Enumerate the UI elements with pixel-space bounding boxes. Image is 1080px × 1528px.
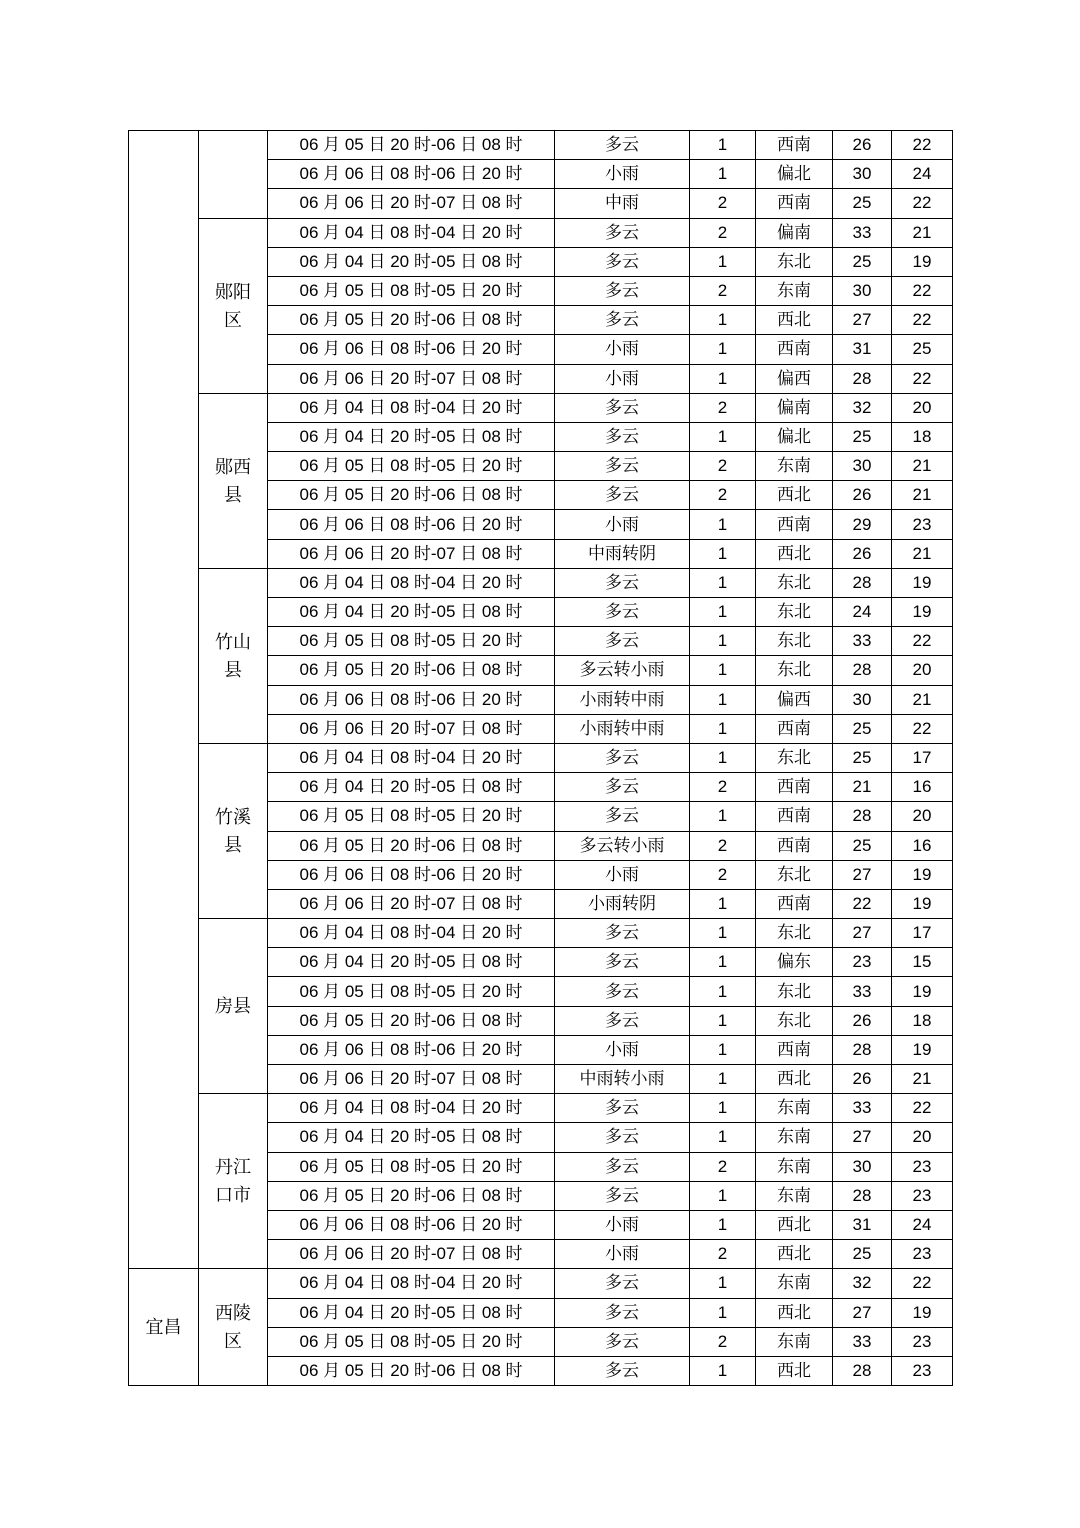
time-period-cell: 06 月 06 日 08 时-06 日 20 时 bbox=[268, 1210, 555, 1239]
weather-cell: 小雨 bbox=[555, 160, 690, 189]
min-temp-cell: 24 bbox=[892, 1210, 953, 1239]
min-temp-cell: 19 bbox=[892, 977, 953, 1006]
wind-level-cell: 1 bbox=[690, 568, 756, 597]
time-period-cell: 06 月 04 日 20 时-05 日 08 时 bbox=[268, 773, 555, 802]
wind-level-cell: 1 bbox=[690, 131, 756, 160]
max-temp-cell: 33 bbox=[833, 977, 892, 1006]
max-temp-cell: 28 bbox=[833, 656, 892, 685]
max-temp-cell: 33 bbox=[833, 627, 892, 656]
min-temp-cell: 20 bbox=[892, 1123, 953, 1152]
max-temp-cell: 26 bbox=[833, 481, 892, 510]
max-temp-cell: 28 bbox=[833, 568, 892, 597]
time-period-cell: 06 月 04 日 08 时-04 日 20 时 bbox=[268, 919, 555, 948]
wind-level-cell: 1 bbox=[690, 1298, 756, 1327]
time-period-cell: 06 月 06 日 08 时-06 日 20 时 bbox=[268, 160, 555, 189]
wind-level-cell: 1 bbox=[690, 364, 756, 393]
weather-cell: 多云 bbox=[555, 422, 690, 451]
table-row bbox=[129, 568, 953, 597]
wind-level-cell: 2 bbox=[690, 1152, 756, 1181]
min-temp-cell: 24 bbox=[892, 160, 953, 189]
wind-direction-cell: 东北 bbox=[756, 977, 833, 1006]
max-temp-cell: 25 bbox=[833, 189, 892, 218]
time-period-cell: 06 月 05 日 08 时-05 日 20 时 bbox=[268, 1327, 555, 1356]
wind-level-cell: 1 bbox=[690, 1356, 756, 1385]
max-temp-cell: 24 bbox=[833, 598, 892, 627]
min-temp-cell: 22 bbox=[892, 1094, 953, 1123]
wind-direction-cell: 东北 bbox=[756, 247, 833, 276]
time-period-cell: 06 月 04 日 20 时-05 日 08 时 bbox=[268, 1298, 555, 1327]
max-temp-cell: 26 bbox=[833, 539, 892, 568]
max-temp-cell: 30 bbox=[833, 160, 892, 189]
max-temp-cell: 28 bbox=[833, 364, 892, 393]
weather-cell: 多云 bbox=[555, 1006, 690, 1035]
time-period-cell: 06 月 06 日 20 时-07 日 08 时 bbox=[268, 539, 555, 568]
weather-cell: 小雨转中雨 bbox=[555, 714, 690, 743]
min-temp-cell: 22 bbox=[892, 364, 953, 393]
max-temp-cell: 33 bbox=[833, 1094, 892, 1123]
min-temp-cell: 19 bbox=[892, 860, 953, 889]
max-temp-cell: 27 bbox=[833, 306, 892, 335]
city-cell: 宜昌 bbox=[129, 1269, 199, 1386]
wind-direction-cell: 东南 bbox=[756, 452, 833, 481]
wind-direction-cell: 东北 bbox=[756, 743, 833, 772]
weather-cell: 中雨 bbox=[555, 189, 690, 218]
weather-cell: 多云 bbox=[555, 247, 690, 276]
time-period-cell: 06 月 04 日 20 时-05 日 08 时 bbox=[268, 598, 555, 627]
wind-level-cell: 1 bbox=[690, 627, 756, 656]
wind-direction-cell: 东南 bbox=[756, 276, 833, 305]
time-period-cell: 06 月 05 日 20 时-06 日 08 时 bbox=[268, 306, 555, 335]
max-temp-cell: 22 bbox=[833, 889, 892, 918]
max-temp-cell: 27 bbox=[833, 860, 892, 889]
wind-level-cell: 2 bbox=[690, 481, 756, 510]
max-temp-cell: 28 bbox=[833, 1035, 892, 1064]
wind-direction-cell: 西南 bbox=[756, 335, 833, 364]
wind-direction-cell: 西南 bbox=[756, 131, 833, 160]
wind-level-cell: 1 bbox=[690, 160, 756, 189]
wind-level-cell: 1 bbox=[690, 889, 756, 918]
min-temp-cell: 23 bbox=[892, 1152, 953, 1181]
weather-cell: 多云 bbox=[555, 977, 690, 1006]
max-temp-cell: 33 bbox=[833, 218, 892, 247]
wind-level-cell: 1 bbox=[690, 247, 756, 276]
wind-direction-cell: 东南 bbox=[756, 1094, 833, 1123]
wind-level-cell: 1 bbox=[690, 335, 756, 364]
time-period-cell: 06 月 05 日 08 时-05 日 20 时 bbox=[268, 802, 555, 831]
wind-direction-cell: 东北 bbox=[756, 656, 833, 685]
county-cell: 竹山县 bbox=[199, 568, 268, 743]
weather-cell: 多云 bbox=[555, 773, 690, 802]
max-temp-cell: 26 bbox=[833, 1065, 892, 1094]
max-temp-cell: 23 bbox=[833, 948, 892, 977]
wind-level-cell: 1 bbox=[690, 510, 756, 539]
time-period-cell: 06 月 04 日 08 时-04 日 20 时 bbox=[268, 393, 555, 422]
wind-direction-cell: 西北 bbox=[756, 481, 833, 510]
max-temp-cell: 31 bbox=[833, 335, 892, 364]
table-row bbox=[129, 218, 953, 247]
wind-direction-cell: 东北 bbox=[756, 919, 833, 948]
weather-cell: 小雨 bbox=[555, 860, 690, 889]
min-temp-cell: 16 bbox=[892, 773, 953, 802]
weather-cell: 多云 bbox=[555, 919, 690, 948]
weather-cell: 多云 bbox=[555, 393, 690, 422]
wind-direction-cell: 东北 bbox=[756, 627, 833, 656]
wind-direction-cell: 西南 bbox=[756, 831, 833, 860]
wind-level-cell: 1 bbox=[690, 1181, 756, 1210]
max-temp-cell: 26 bbox=[833, 1006, 892, 1035]
weather-cell: 小雨 bbox=[555, 1035, 690, 1064]
weather-cell: 多云 bbox=[555, 131, 690, 160]
wind-level-cell: 1 bbox=[690, 1065, 756, 1094]
weather-cell: 多云 bbox=[555, 1181, 690, 1210]
time-period-cell: 06 月 04 日 20 时-05 日 08 时 bbox=[268, 247, 555, 276]
time-period-cell: 06 月 04 日 20 时-05 日 08 时 bbox=[268, 422, 555, 451]
weather-cell: 多云 bbox=[555, 276, 690, 305]
wind-level-cell: 1 bbox=[690, 977, 756, 1006]
wind-direction-cell: 西南 bbox=[756, 889, 833, 918]
max-temp-cell: 27 bbox=[833, 1298, 892, 1327]
wind-direction-cell: 偏南 bbox=[756, 218, 833, 247]
min-temp-cell: 21 bbox=[892, 1065, 953, 1094]
time-period-cell: 06 月 06 日 08 时-06 日 20 时 bbox=[268, 335, 555, 364]
wind-level-cell: 1 bbox=[690, 714, 756, 743]
wind-level-cell: 1 bbox=[690, 919, 756, 948]
min-temp-cell: 23 bbox=[892, 1356, 953, 1385]
wind-direction-cell: 东南 bbox=[756, 1269, 833, 1298]
max-temp-cell: 21 bbox=[833, 773, 892, 802]
time-period-cell: 06 月 04 日 08 时-04 日 20 时 bbox=[268, 218, 555, 247]
wind-direction-cell: 偏西 bbox=[756, 364, 833, 393]
wind-direction-cell: 西南 bbox=[756, 773, 833, 802]
wind-level-cell: 1 bbox=[690, 743, 756, 772]
min-temp-cell: 19 bbox=[892, 1035, 953, 1064]
wind-level-cell: 2 bbox=[690, 189, 756, 218]
wind-direction-cell: 西北 bbox=[756, 1240, 833, 1269]
max-temp-cell: 30 bbox=[833, 1152, 892, 1181]
weather-cell: 小雨转中雨 bbox=[555, 685, 690, 714]
wind-direction-cell: 东北 bbox=[756, 1006, 833, 1035]
wind-direction-cell: 西北 bbox=[756, 1210, 833, 1239]
table-row bbox=[129, 393, 953, 422]
wind-level-cell: 2 bbox=[690, 831, 756, 860]
weather-cell: 小雨 bbox=[555, 364, 690, 393]
time-period-cell: 06 月 06 日 20 时-07 日 08 时 bbox=[268, 714, 555, 743]
wind-level-cell: 2 bbox=[690, 860, 756, 889]
time-period-cell: 06 月 05 日 20 时-06 日 08 时 bbox=[268, 131, 555, 160]
wind-direction-cell: 西北 bbox=[756, 1356, 833, 1385]
weather-cell: 多云 bbox=[555, 1152, 690, 1181]
wind-direction-cell: 东北 bbox=[756, 860, 833, 889]
time-period-cell: 06 月 05 日 08 时-05 日 20 时 bbox=[268, 1152, 555, 1181]
time-period-cell: 06 月 06 日 20 时-07 日 08 时 bbox=[268, 1240, 555, 1269]
wind-direction-cell: 东南 bbox=[756, 1152, 833, 1181]
wind-level-cell: 1 bbox=[690, 685, 756, 714]
min-temp-cell: 23 bbox=[892, 1240, 953, 1269]
wind-direction-cell: 西北 bbox=[756, 1298, 833, 1327]
time-period-cell: 06 月 06 日 08 时-06 日 20 时 bbox=[268, 860, 555, 889]
min-temp-cell: 22 bbox=[892, 189, 953, 218]
max-temp-cell: 32 bbox=[833, 1269, 892, 1298]
max-temp-cell: 29 bbox=[833, 510, 892, 539]
wind-level-cell: 1 bbox=[690, 539, 756, 568]
weather-cell: 多云 bbox=[555, 1298, 690, 1327]
min-temp-cell: 21 bbox=[892, 539, 953, 568]
time-period-cell: 06 月 04 日 08 时-04 日 20 时 bbox=[268, 1094, 555, 1123]
min-temp-cell: 19 bbox=[892, 598, 953, 627]
table-row bbox=[129, 1094, 953, 1123]
county-cell: 房县 bbox=[199, 919, 268, 1094]
time-period-cell: 06 月 05 日 08 时-05 日 20 时 bbox=[268, 276, 555, 305]
min-temp-cell: 18 bbox=[892, 422, 953, 451]
time-period-cell: 06 月 06 日 20 时-07 日 08 时 bbox=[268, 889, 555, 918]
time-period-cell: 06 月 05 日 08 时-05 日 20 时 bbox=[268, 627, 555, 656]
weather-cell: 多云 bbox=[555, 568, 690, 597]
wind-direction-cell: 东南 bbox=[756, 1181, 833, 1210]
wind-direction-cell: 西南 bbox=[756, 1035, 833, 1064]
wind-direction-cell: 东南 bbox=[756, 1327, 833, 1356]
wind-level-cell: 1 bbox=[690, 1210, 756, 1239]
max-temp-cell: 28 bbox=[833, 802, 892, 831]
max-temp-cell: 28 bbox=[833, 1181, 892, 1210]
weather-cell: 小雨 bbox=[555, 335, 690, 364]
wind-direction-cell: 西北 bbox=[756, 306, 833, 335]
min-temp-cell: 21 bbox=[892, 481, 953, 510]
wind-level-cell: 1 bbox=[690, 802, 756, 831]
min-temp-cell: 22 bbox=[892, 1269, 953, 1298]
time-period-cell: 06 月 06 日 20 时-07 日 08 时 bbox=[268, 1065, 555, 1094]
min-temp-cell: 19 bbox=[892, 1298, 953, 1327]
wind-level-cell: 1 bbox=[690, 1094, 756, 1123]
weather-cell: 小雨 bbox=[555, 1240, 690, 1269]
time-period-cell: 06 月 04 日 08 时-04 日 20 时 bbox=[268, 1269, 555, 1298]
wind-direction-cell: 偏南 bbox=[756, 393, 833, 422]
max-temp-cell: 25 bbox=[833, 743, 892, 772]
time-period-cell: 06 月 04 日 20 时-05 日 08 时 bbox=[268, 948, 555, 977]
max-temp-cell: 25 bbox=[833, 714, 892, 743]
county-cell bbox=[199, 131, 268, 219]
max-temp-cell: 27 bbox=[833, 919, 892, 948]
wind-level-cell: 1 bbox=[690, 1006, 756, 1035]
min-temp-cell: 22 bbox=[892, 276, 953, 305]
wind-direction-cell: 偏北 bbox=[756, 160, 833, 189]
min-temp-cell: 21 bbox=[892, 685, 953, 714]
max-temp-cell: 25 bbox=[833, 1240, 892, 1269]
wind-direction-cell: 西北 bbox=[756, 539, 833, 568]
wind-level-cell: 1 bbox=[690, 306, 756, 335]
time-period-cell: 06 月 05 日 08 时-05 日 20 时 bbox=[268, 977, 555, 1006]
table-row bbox=[129, 743, 953, 772]
max-temp-cell: 28 bbox=[833, 1356, 892, 1385]
max-temp-cell: 27 bbox=[833, 1123, 892, 1152]
wind-direction-cell: 西南 bbox=[756, 189, 833, 218]
min-temp-cell: 20 bbox=[892, 802, 953, 831]
wind-level-cell: 2 bbox=[690, 1327, 756, 1356]
weather-cell: 多云 bbox=[555, 1356, 690, 1385]
wind-direction-cell: 西南 bbox=[756, 510, 833, 539]
weather-cell: 多云 bbox=[555, 1094, 690, 1123]
min-temp-cell: 22 bbox=[892, 131, 953, 160]
time-period-cell: 06 月 05 日 20 时-06 日 08 时 bbox=[268, 481, 555, 510]
weather-cell: 多云 bbox=[555, 452, 690, 481]
time-period-cell: 06 月 05 日 20 时-06 日 08 时 bbox=[268, 831, 555, 860]
weather-cell: 多云 bbox=[555, 218, 690, 247]
max-temp-cell: 30 bbox=[833, 276, 892, 305]
max-temp-cell: 25 bbox=[833, 247, 892, 276]
wind-direction-cell: 东北 bbox=[756, 598, 833, 627]
max-temp-cell: 25 bbox=[833, 831, 892, 860]
time-period-cell: 06 月 04 日 08 时-04 日 20 时 bbox=[268, 743, 555, 772]
time-period-cell: 06 月 04 日 20 时-05 日 08 时 bbox=[268, 1123, 555, 1152]
weather-cell: 多云 bbox=[555, 1327, 690, 1356]
wind-direction-cell: 偏东 bbox=[756, 948, 833, 977]
max-temp-cell: 33 bbox=[833, 1327, 892, 1356]
wind-level-cell: 1 bbox=[690, 1269, 756, 1298]
min-temp-cell: 17 bbox=[892, 743, 953, 772]
weather-cell: 小雨转阴 bbox=[555, 889, 690, 918]
forecast-table bbox=[128, 130, 953, 1386]
min-temp-cell: 22 bbox=[892, 714, 953, 743]
wind-direction-cell: 西南 bbox=[756, 802, 833, 831]
min-temp-cell: 19 bbox=[892, 247, 953, 276]
min-temp-cell: 23 bbox=[892, 1327, 953, 1356]
max-temp-cell: 31 bbox=[833, 1210, 892, 1239]
time-period-cell: 06 月 06 日 20 时-07 日 08 时 bbox=[268, 364, 555, 393]
wind-direction-cell: 东南 bbox=[756, 1123, 833, 1152]
county-cell: 西陵区 bbox=[199, 1269, 268, 1386]
city-cell bbox=[129, 131, 199, 1269]
min-temp-cell: 17 bbox=[892, 919, 953, 948]
min-temp-cell: 21 bbox=[892, 218, 953, 247]
wind-direction-cell: 东北 bbox=[756, 568, 833, 597]
wind-direction-cell: 西北 bbox=[756, 1065, 833, 1094]
weather-cell: 小雨 bbox=[555, 510, 690, 539]
min-temp-cell: 22 bbox=[892, 627, 953, 656]
weather-cell: 多云 bbox=[555, 627, 690, 656]
wind-direction-cell: 偏北 bbox=[756, 422, 833, 451]
min-temp-cell: 25 bbox=[892, 335, 953, 364]
max-temp-cell: 26 bbox=[833, 131, 892, 160]
table-row bbox=[129, 919, 953, 948]
weather-cell: 多云 bbox=[555, 743, 690, 772]
max-temp-cell: 32 bbox=[833, 393, 892, 422]
wind-level-cell: 1 bbox=[690, 598, 756, 627]
wind-level-cell: 1 bbox=[690, 422, 756, 451]
min-temp-cell: 19 bbox=[892, 889, 953, 918]
min-temp-cell: 20 bbox=[892, 656, 953, 685]
time-period-cell: 06 月 05 日 20 时-06 日 08 时 bbox=[268, 1006, 555, 1035]
weather-cell: 中雨转阴 bbox=[555, 539, 690, 568]
min-temp-cell: 15 bbox=[892, 948, 953, 977]
time-period-cell: 06 月 05 日 20 时-06 日 08 时 bbox=[268, 1181, 555, 1210]
time-period-cell: 06 月 06 日 08 时-06 日 20 时 bbox=[268, 1035, 555, 1064]
weather-cell: 多云 bbox=[555, 1123, 690, 1152]
wind-level-cell: 1 bbox=[690, 1123, 756, 1152]
min-temp-cell: 20 bbox=[892, 393, 953, 422]
weather-cell: 小雨 bbox=[555, 1210, 690, 1239]
county-cell: 丹江口市 bbox=[199, 1094, 268, 1269]
wind-level-cell: 2 bbox=[690, 393, 756, 422]
min-temp-cell: 23 bbox=[892, 1181, 953, 1210]
table-row bbox=[129, 131, 953, 160]
wind-level-cell: 2 bbox=[690, 1240, 756, 1269]
county-cell: 郧西县 bbox=[199, 393, 268, 568]
weather-cell: 多云 bbox=[555, 802, 690, 831]
min-temp-cell: 21 bbox=[892, 452, 953, 481]
wind-level-cell: 2 bbox=[690, 452, 756, 481]
weather-cell: 中雨转小雨 bbox=[555, 1065, 690, 1094]
wind-direction-cell: 偏西 bbox=[756, 685, 833, 714]
forecast-table-body bbox=[129, 131, 953, 1386]
min-temp-cell: 16 bbox=[892, 831, 953, 860]
time-period-cell: 06 月 05 日 20 时-06 日 08 时 bbox=[268, 656, 555, 685]
min-temp-cell: 23 bbox=[892, 510, 953, 539]
min-temp-cell: 22 bbox=[892, 306, 953, 335]
time-period-cell: 06 月 06 日 08 时-06 日 20 时 bbox=[268, 510, 555, 539]
wind-level-cell: 1 bbox=[690, 1035, 756, 1064]
weather-cell: 多云转小雨 bbox=[555, 656, 690, 685]
weather-cell: 多云 bbox=[555, 948, 690, 977]
time-period-cell: 06 月 06 日 08 时-06 日 20 时 bbox=[268, 685, 555, 714]
table-row bbox=[129, 1269, 953, 1298]
county-cell: 郧阳区 bbox=[199, 218, 268, 393]
weather-cell: 多云 bbox=[555, 598, 690, 627]
min-temp-cell: 19 bbox=[892, 568, 953, 597]
weather-cell: 多云 bbox=[555, 481, 690, 510]
wind-level-cell: 1 bbox=[690, 948, 756, 977]
time-period-cell: 06 月 06 日 20 时-07 日 08 时 bbox=[268, 189, 555, 218]
wind-level-cell: 1 bbox=[690, 656, 756, 685]
wind-level-cell: 2 bbox=[690, 773, 756, 802]
wind-direction-cell: 西南 bbox=[756, 714, 833, 743]
time-period-cell: 06 月 05 日 20 时-06 日 08 时 bbox=[268, 1356, 555, 1385]
time-period-cell: 06 月 04 日 08 时-04 日 20 时 bbox=[268, 568, 555, 597]
wind-level-cell: 2 bbox=[690, 276, 756, 305]
max-temp-cell: 30 bbox=[833, 685, 892, 714]
max-temp-cell: 30 bbox=[833, 452, 892, 481]
weather-cell: 多云 bbox=[555, 1269, 690, 1298]
weather-cell: 多云 bbox=[555, 306, 690, 335]
county-cell: 竹溪县 bbox=[199, 743, 268, 918]
time-period-cell: 06 月 05 日 08 时-05 日 20 时 bbox=[268, 452, 555, 481]
max-temp-cell: 25 bbox=[833, 422, 892, 451]
weather-cell: 多云转小雨 bbox=[555, 831, 690, 860]
min-temp-cell: 18 bbox=[892, 1006, 953, 1035]
wind-level-cell: 2 bbox=[690, 218, 756, 247]
